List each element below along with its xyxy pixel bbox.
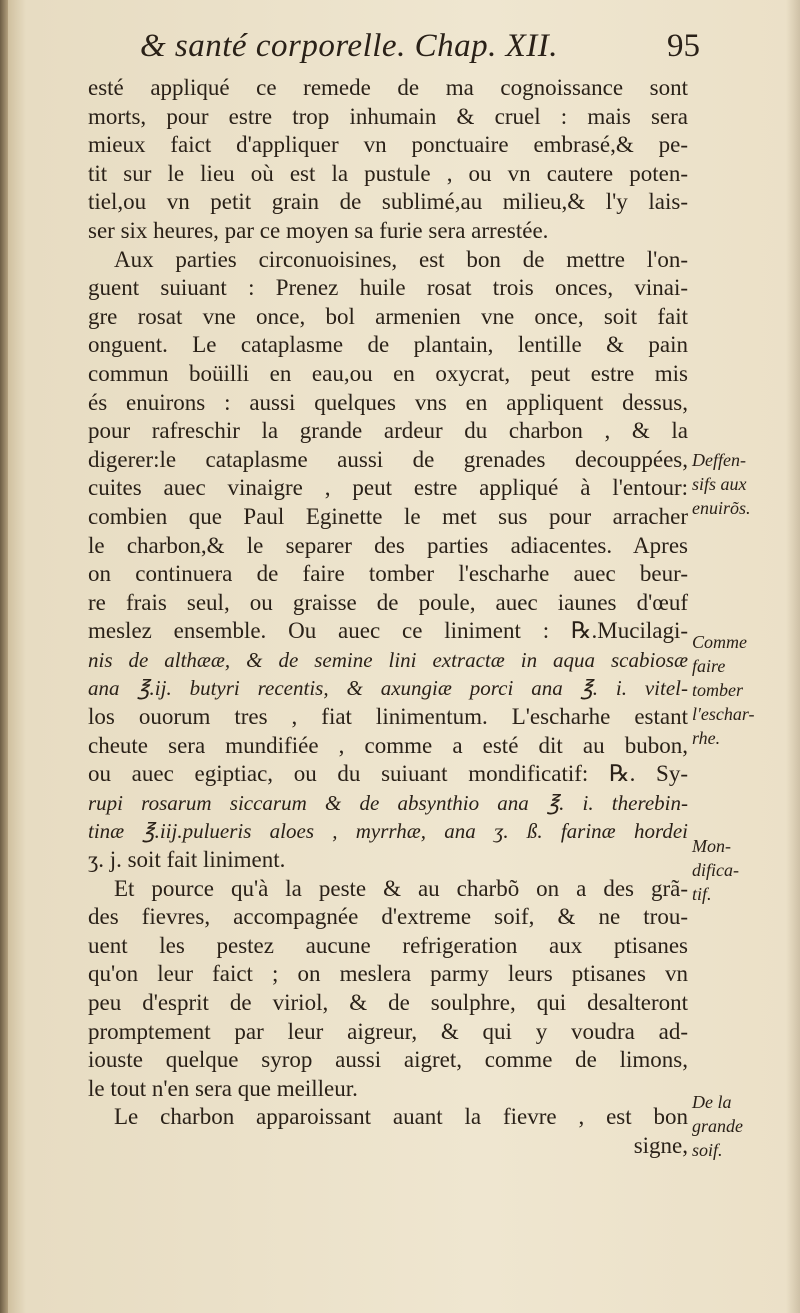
text-line: rupi rosarum siccarum & de absynthio ana ℥. i. therebin- [88, 790, 688, 815]
text-line: esté appliqué ce remede de ma cognoissance sont [88, 75, 688, 100]
margin-note-line: enuirõs. [692, 498, 751, 518]
margin-note-line: difica- [692, 860, 739, 880]
text-line: meslez ensemble. Ou auec ce liniment : ℞.Mucilagi- [88, 618, 688, 644]
margin-note-deffensifs [692, 448, 792, 520]
text-line: qu'on leur faict ; on meslera parmy leurs ptisanes vn [88, 961, 688, 987]
text-line: ou auec egiptiac, ou du suiuant mondificatif: ℞. Sy- [88, 761, 688, 787]
text-line: peu d'esprit de viriol, & de soulphre, qui desalteront [88, 990, 688, 1015]
text-line: le tout n'en sera que meilleur. [88, 1075, 358, 1101]
running-header [140, 28, 700, 72]
margin-note-line: soif. [692, 1140, 723, 1160]
text-line: commun boüilli en eau,ou en oxycrat, peut estre mis [88, 360, 688, 386]
margin-note-line: faire [692, 656, 726, 676]
margin-note-line: rhe. [692, 728, 721, 748]
margin-note-line: Deffen- [692, 450, 746, 470]
text-line: los ouorum tres , fiat linimentum. L'escharhe estant [88, 704, 688, 730]
text-line: le charbon,& le separer des parties adiacentes. Apres [88, 532, 688, 558]
text-line: digerer:le cataplasme aussi de grenades decouppées, [88, 446, 688, 472]
margin-note-soif [692, 1090, 792, 1162]
text-line: iouste quelque syrop aussi aigret, comme de limons, [88, 1047, 688, 1073]
margin-note-line: Mon- [692, 836, 731, 856]
running-title: & santé corporelle. Chap. XII. [140, 28, 558, 64]
margin-note-line: grande [692, 1116, 743, 1136]
text-line: cuites auec vinaigre , peut estre appliqué à l'entour: [88, 475, 688, 501]
text-line: tit sur le lieu où est la pustule , ou vn cautere poten- [88, 160, 688, 186]
text-line: Aux parties circonuoisines, est bon de mettre l'on- [114, 246, 688, 272]
text-line: des fievres, accompagnée d'extreme soif, & ne trou- [88, 904, 688, 930]
text-line: ana ℥.ij. butyri recentis, & axungiæ porci ana ℥. i. vitel- [88, 676, 688, 701]
page-gutter [0, 0, 8, 1313]
text-line: gre rosat vne once, bol armenien vne once, soit fait [88, 303, 688, 329]
text-line: on continuera de faire tomber l'escharhe auec beur- [88, 561, 688, 587]
text-line: ser six heures, par ce moyen sa furie sera arrestée. [88, 217, 549, 243]
text-line: cheute sera mundifiée , comme a esté dit au bubon, [88, 732, 688, 758]
text-line: tinæ ℥.iij.pulueris aloes , myrrhæ, ana ʒ. ß. farinæ hordei [88, 819, 688, 844]
margin-note-line: Comme [692, 632, 747, 652]
margin-note-line: l'eschar- [692, 704, 755, 724]
text-line: onguent. Le cataplasme de plantain, lentille & pain [88, 332, 688, 358]
text-line: re frais seul, ou graisse de poule, auec iaunes d'œuf [88, 589, 688, 615]
text-line: promptement par leur aigreur, & qui y voudra ad- [88, 1018, 688, 1044]
text-line: nis de althææ, & de semine lini extractæ in aqua scabiosæ [88, 647, 688, 672]
text-line: uent les pestez aucune refrigeration aux ptisanes [88, 932, 688, 958]
text-line: combien que Paul Eginette le met sus pour arracher [88, 503, 688, 529]
catchword: signe, [633, 1132, 688, 1158]
margin-note-line: sifs aux [692, 474, 747, 494]
margin-note-escharhe [692, 630, 792, 750]
text-line: pour rafreschir la grande ardeur du charbon , & la [88, 418, 688, 444]
text-line: morts, pour estre trop inhumain & cruel : mais sera [88, 103, 688, 129]
main-text-block [88, 74, 688, 1161]
margin-note-mondificatif [692, 834, 792, 906]
text-line: Le charbon apparoissant auant la fievre , est bon [114, 1104, 688, 1130]
text-line: guent suiuant : Prenez huile rosat trois onces, vinai- [88, 275, 688, 301]
margin-note-line: De la [692, 1092, 732, 1112]
text-line: Et pource qu'à la peste & au charbõ on a des grã- [114, 875, 688, 901]
text-line: ʒ. j. soit fait liniment. [88, 847, 286, 873]
text-line: és enuirons : aussi quelques vns en appliquent dessus, [88, 389, 688, 415]
margin-note-line: tif. [692, 884, 712, 904]
text-line: tiel,ou vn petit grain de sublimé,au milieu,& l'y lais- [88, 189, 688, 215]
text-line: mieux faict d'appliquer vn ponctuaire embrasé,& pe- [88, 132, 688, 158]
page-number: 95 [667, 28, 700, 64]
margin-note-line: tomber [692, 680, 743, 700]
